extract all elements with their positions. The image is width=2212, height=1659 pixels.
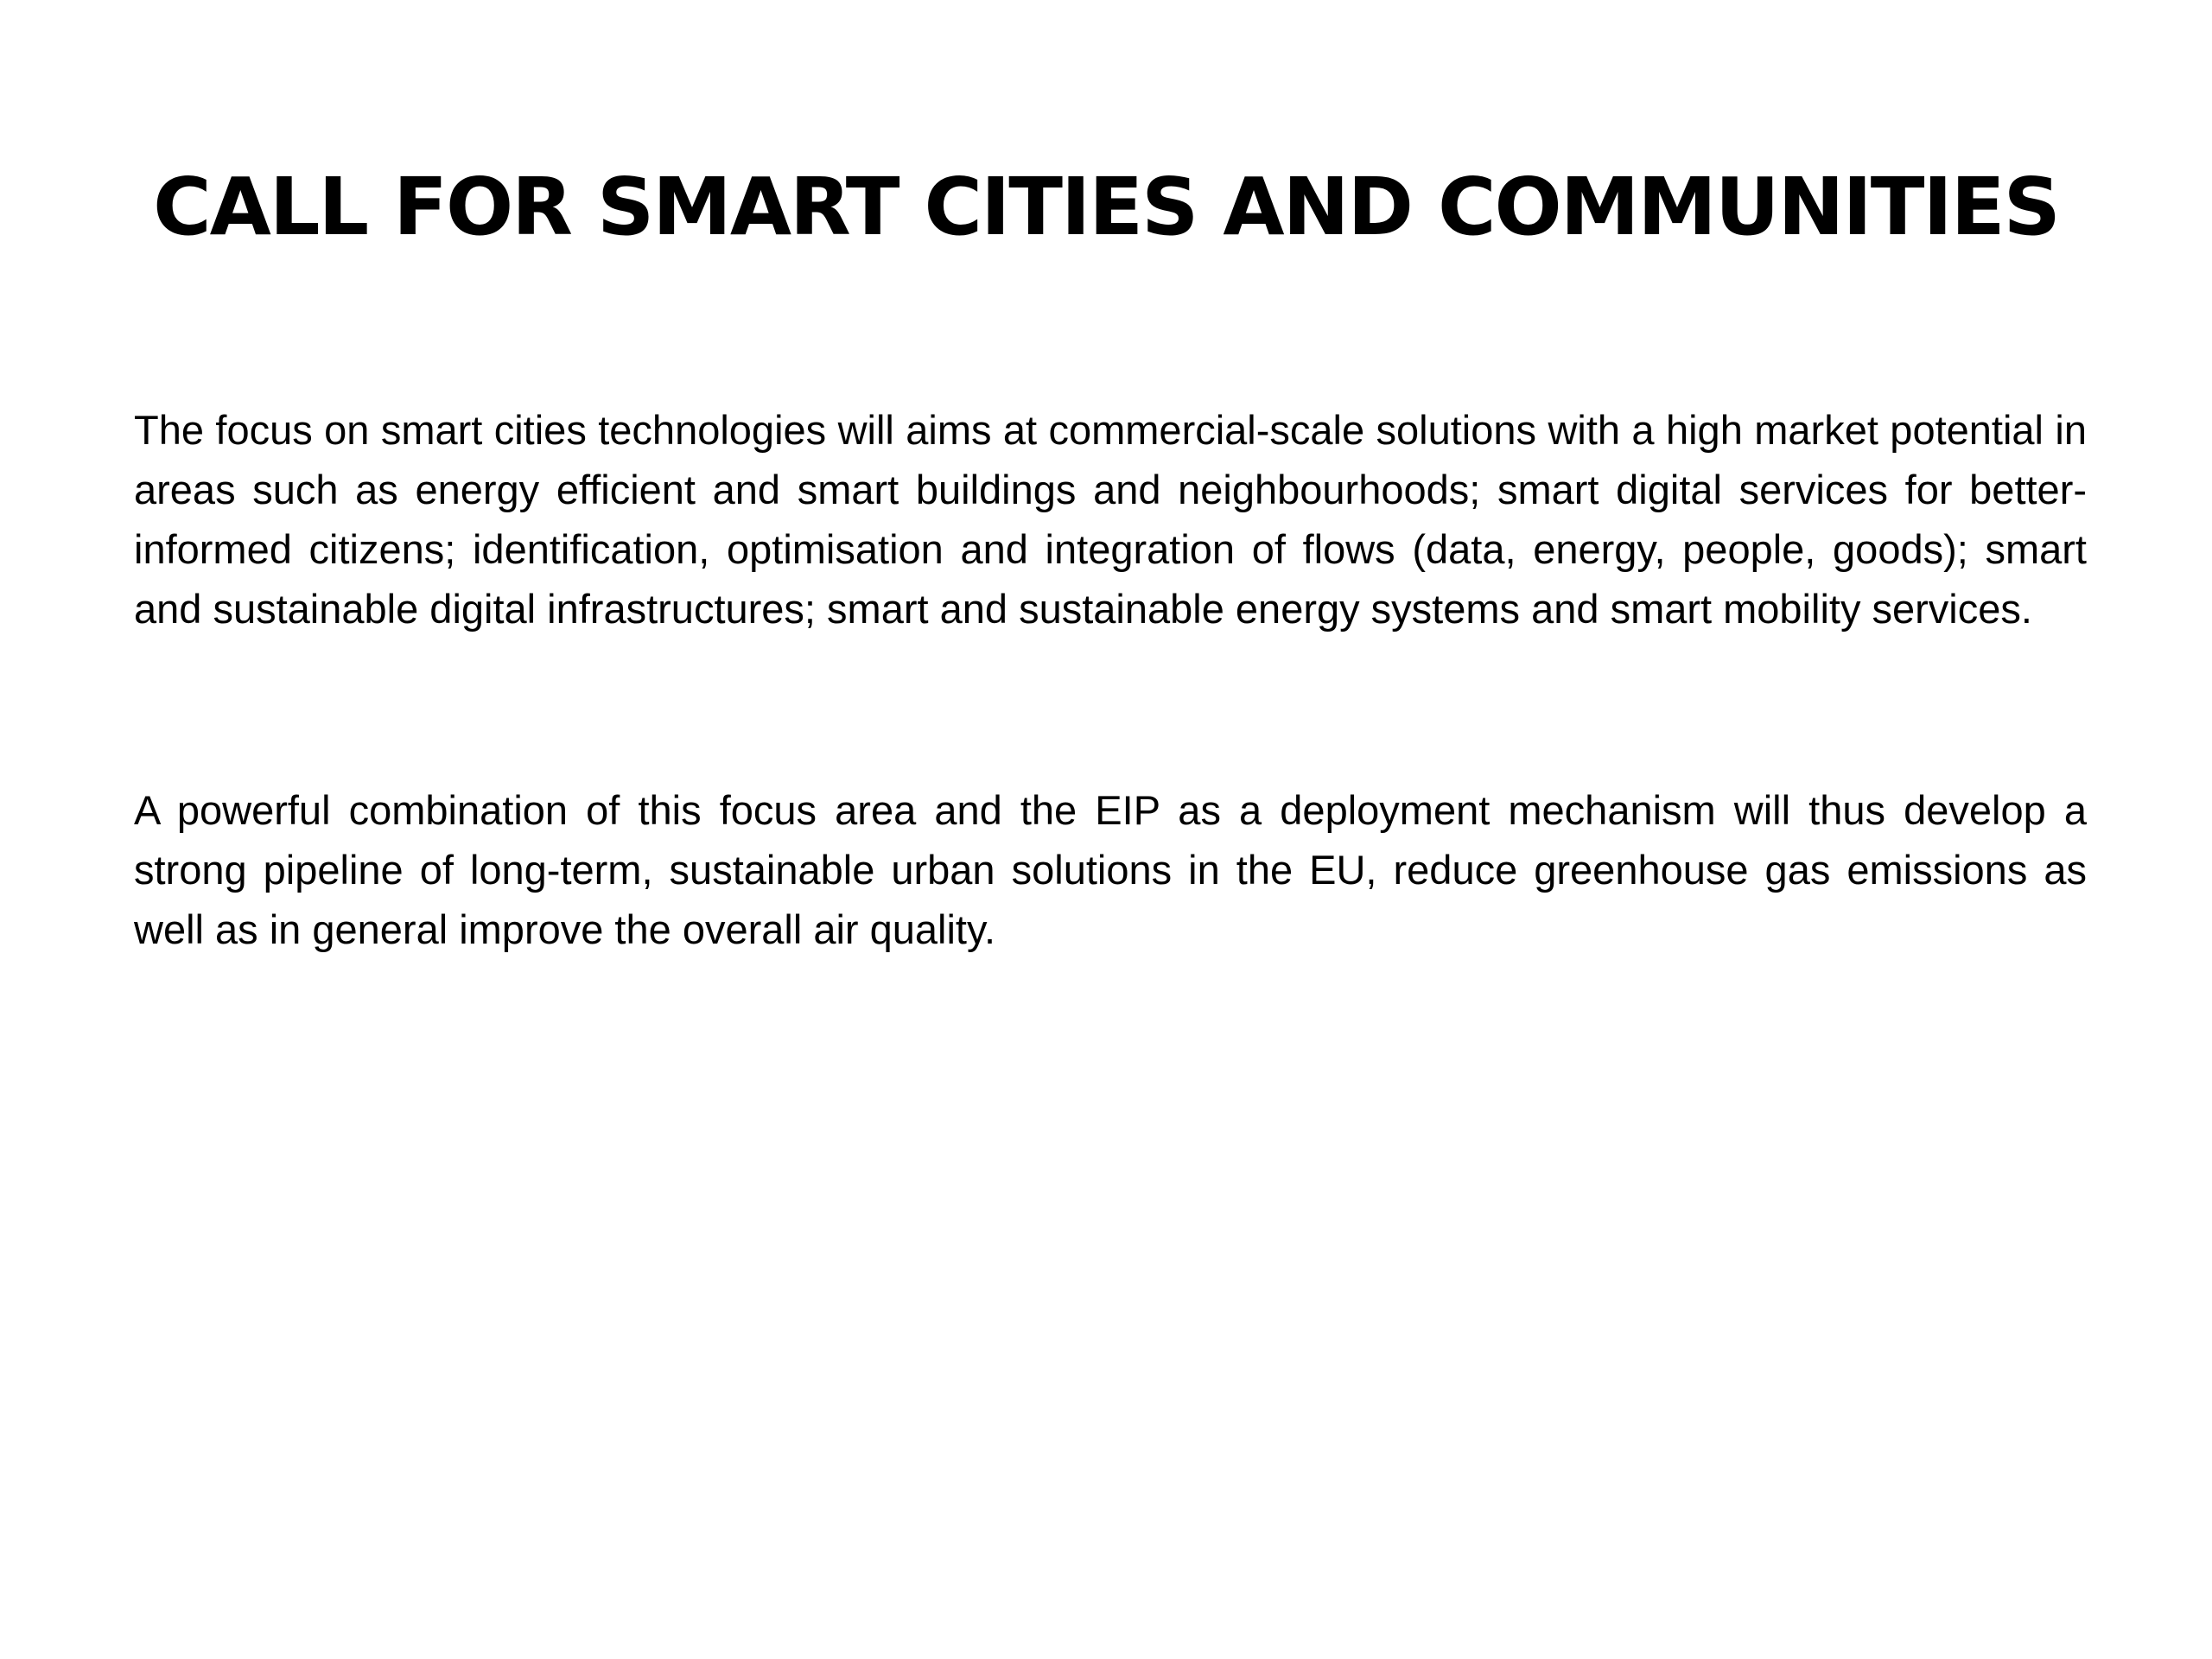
slide-title: CALL FOR SMART CITIES AND COMMUNITIES bbox=[153, 161, 2059, 253]
paragraph-eip-combination: A powerful combination of this focus area and the EIP as a deployment mechanism will thus develop a strong pipeline of long-term, sustainable urban solutions in the EU, reduce greenhouse gas emissions as well as in general improve the overall air quality. bbox=[134, 787, 2087, 952]
paragraph-smart-cities-focus: The focus on smart cities technologies will aims at commercial-scale solutions with a high market potential in areas such as energy efficient and smart buildings and neighbourhoods; smart digital services for better-informed citizens; identification, optimisation and integration of flows (data, energy, people, goods); smart and sustainable digital infrastructures; smart and sustainable energy systems and smart mobility services. bbox=[134, 407, 2087, 632]
